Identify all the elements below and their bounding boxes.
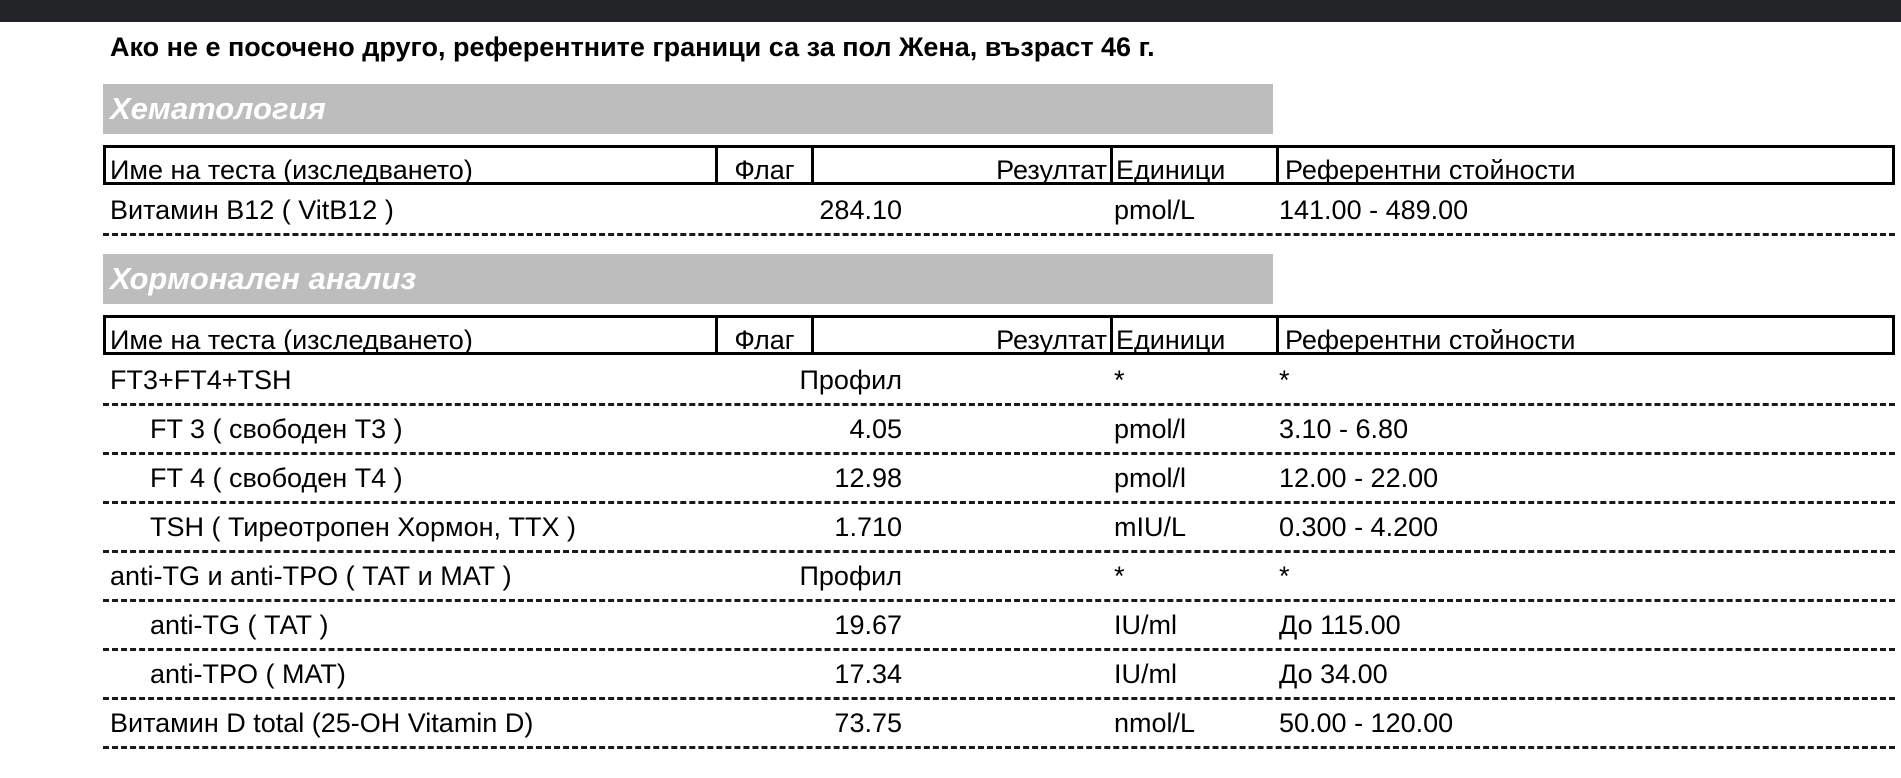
- test-units: pmol/L: [1114, 195, 1196, 225]
- table-row: [103, 187, 1895, 236]
- table-row: [103, 504, 1895, 553]
- test-reference: 141.00 - 489.00: [1279, 195, 1469, 225]
- section-header-hematology: [103, 84, 1273, 134]
- col-header-result: Резултат: [814, 148, 1113, 182]
- test-name: FT 4 ( свободен T4 ): [150, 463, 403, 493]
- test-result: 284.10: [819, 195, 902, 225]
- test-name: Витамин B12 ( VitB12 ): [110, 195, 394, 225]
- test-result: 19.67: [834, 610, 902, 640]
- test-result: 4.05: [849, 414, 902, 444]
- table-header-hematology: [103, 145, 1895, 185]
- col-header-result: Резултат: [814, 318, 1113, 352]
- table-row: [103, 602, 1895, 651]
- test-units: nmol/L: [1114, 708, 1196, 738]
- test-units: IU/ml: [1114, 659, 1177, 689]
- test-result: 1.710: [834, 512, 902, 542]
- test-reference: 0.300 - 4.200: [1279, 512, 1439, 542]
- test-units: pmol/l: [1114, 414, 1187, 444]
- test-name: anti-TG и anti-TPO ( ТАТ и МАТ ): [110, 561, 512, 591]
- test-result: 73.75: [834, 708, 902, 738]
- test-name: FT3+FT4+TSH: [110, 365, 292, 395]
- test-name: FT 3 ( свободен T3 ): [150, 414, 403, 444]
- table-row: [103, 357, 1895, 406]
- test-reference: 12.00 - 22.00: [1279, 463, 1439, 493]
- col-header-flag: Флаг: [718, 148, 814, 182]
- window-top-bar: [0, 0, 1901, 22]
- col-header-units: Единици: [1113, 148, 1279, 182]
- test-units: mIU/L: [1114, 512, 1187, 542]
- table-row: [103, 700, 1895, 749]
- table-row: [103, 553, 1895, 602]
- col-header-flag: Флаг: [718, 318, 814, 352]
- test-reference: 3.10 - 6.80: [1279, 414, 1409, 444]
- section-header-hormonal: [103, 254, 1273, 304]
- section-title: Хормонален анализ: [110, 261, 417, 296]
- reference-notice: Ако не е посочено друго, референтните граници са за пол Жена, възраст 46 г.: [110, 32, 1155, 62]
- col-header-name: Име на теста (изследването): [106, 318, 718, 352]
- col-header-reference: Референтни стойности: [1285, 155, 1576, 185]
- test-units: *: [1114, 561, 1125, 591]
- table-row: [103, 406, 1895, 455]
- test-result: 17.34: [834, 659, 902, 689]
- test-name: TSH ( Тиреотропен Хормон, TTX ): [150, 512, 577, 542]
- col-header-name: Име на теста (изследването): [106, 148, 718, 182]
- test-result: 12.98: [834, 463, 902, 493]
- test-reference: 50.00 - 120.00: [1279, 708, 1454, 738]
- test-reference: *: [1279, 365, 1290, 395]
- col-header-reference: Референтни стойности: [1285, 325, 1576, 355]
- test-reference: До 34.00: [1279, 659, 1388, 689]
- test-units: IU/ml: [1114, 610, 1177, 640]
- test-result: Профил: [799, 561, 902, 591]
- test-name: anti-TG ( ТАТ ): [150, 610, 329, 640]
- test-units: *: [1114, 365, 1125, 395]
- section-title: Хематология: [110, 91, 326, 126]
- test-reference: *: [1279, 561, 1290, 591]
- table-row: [103, 455, 1895, 504]
- table-header-hormonal: [103, 315, 1895, 355]
- col-header-units: Единици: [1113, 318, 1279, 352]
- test-reference: До 115.00: [1279, 610, 1401, 640]
- table-row: [103, 651, 1895, 700]
- test-units: pmol/l: [1114, 463, 1187, 493]
- test-result: Профил: [799, 365, 902, 395]
- test-name: anti-TPO ( МАТ): [150, 659, 346, 689]
- test-name: Витамин D total (25-OH Vitamin D): [110, 708, 534, 738]
